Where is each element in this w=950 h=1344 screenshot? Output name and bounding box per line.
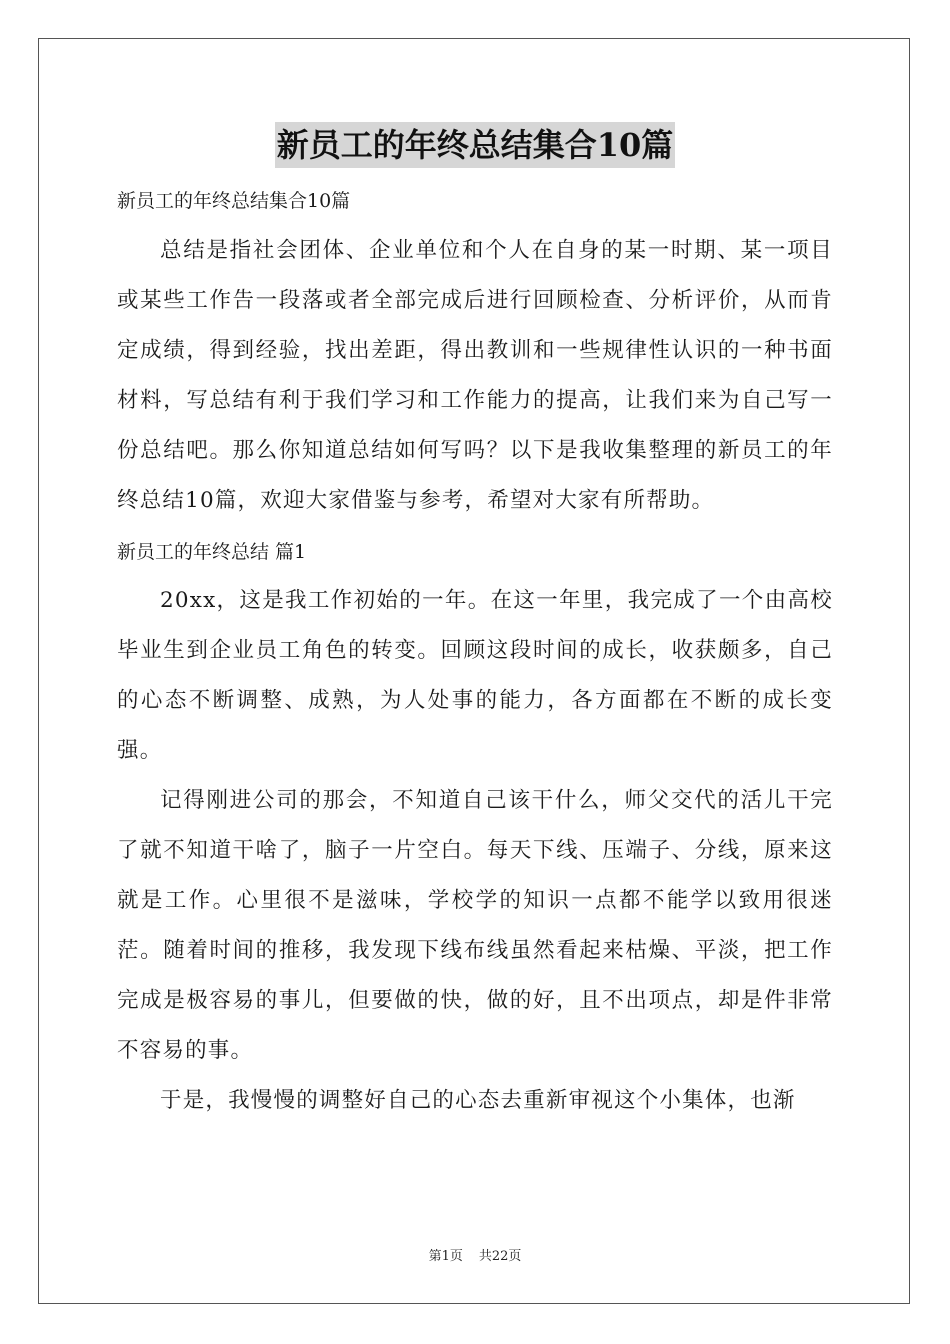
document-title: 新员工的年终总结集合10篇: [275, 122, 676, 168]
page-footer: [0, 1248, 950, 1266]
total-pages: 共22页: [478, 1249, 522, 1264]
page-number: 第1页: [428, 1249, 463, 1264]
body-paragraph-2: 记得刚进公司的那会，不知道自己该干什么，师父交代的活儿干完了就不知道干啥了，脑子一片空白。每天下线、压端子、分线，原来这就是工作。心里很不是滋味，学校学的知识一点都不能学以致用很迷茫。随着时间的推移，我发现下线布线虽然看起来枯燥、平淡，把工作完成是极容易的事儿，但要做的快，做的好，且不出项点，却是件非常不容易的事。: [117, 788, 833, 1063]
section-heading: 新员工的年终总结 篇1: [117, 541, 307, 563]
body-paragraph-3: 于是，我慢慢的调整好自己的心态去重新审视这个小集体，也渐: [160, 1088, 796, 1113]
title-container: [0, 122, 950, 168]
body-paragraph-1: 20xx，这是我工作初始的一年。在这一年里，我完成了一个由高校毕业生到企业员工角色的转变。回顾这段时间的成长，收获颇多，自己的心态不断调整、成熟，为人处事的能力，各方面都在不断的成长变强。: [117, 588, 833, 763]
intro-paragraph: 总结是指社会团体、企业单位和个人在自身的某一时期、某一项目或某些工作告一段落或者全部完成后进行回顾检查、分析评价，从而肯定成绩，得到经验，找出差距，得出教训和一些规律性认识的一种书面材料，写总结有利于我们学习和工作能力的提高，让我们来为自己写一份总结吧。那么你知道总结如何写吗？以下是我收集整理的新员工的年终总结10篇，欢迎大家借鉴与参考，希望对大家有所帮助。: [117, 238, 833, 513]
document-subtitle: 新员工的年终总结集合10篇: [117, 190, 351, 212]
document-body: [117, 182, 833, 1126]
